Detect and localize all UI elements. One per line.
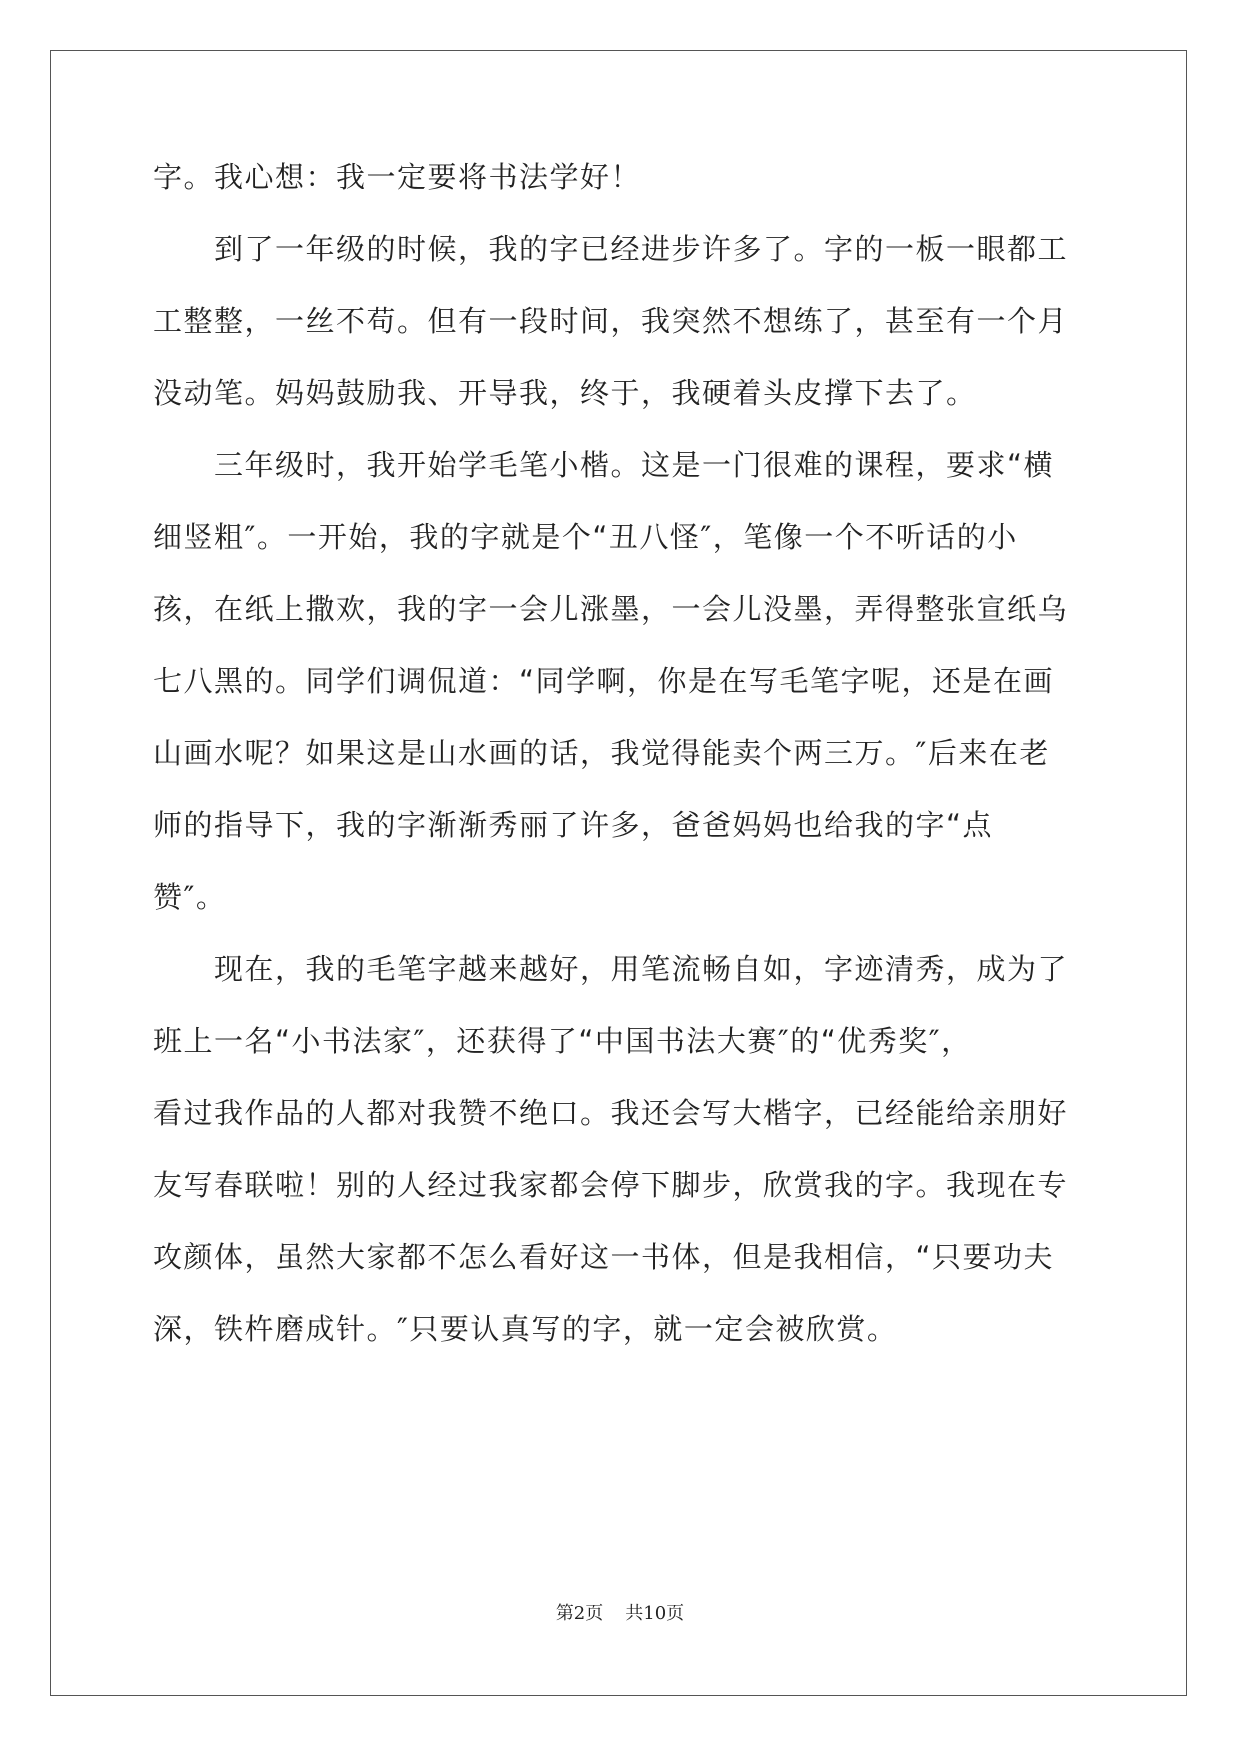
text-line: 赞″。 <box>153 880 227 914</box>
text-line: 山画水呢？如果这是山水画的话，我觉得能卖个两三万。″后来在老 <box>153 736 1050 770</box>
text-line: 看过我作品的人都对我赞不绝口。我还会写大楷字，已经能给亲朋好 <box>153 1096 1069 1130</box>
text-line: 工整整，一丝不苟。但有一段时间，我突然不想练了，甚至有一个月 <box>153 304 1069 338</box>
page-total: 共10页 <box>625 1603 685 1624</box>
page-number: 第2页 <box>555 1603 604 1624</box>
text-line: 字。我心想：我一定要将书法学好！ <box>153 160 642 194</box>
text-line: 班上一名“小书法家″，还获得了“中国书法大赛″的“优秀奖″， <box>153 1024 972 1058</box>
text-line: 三年级时，我开始学毛笔小楷。这是一门很难的课程，要求“横 <box>153 448 1055 482</box>
text-line: 友写春联啦！别的人经过我家都会停下脚步，欣赏我的字。我现在专 <box>153 1168 1069 1202</box>
text-line: 深，铁杵磨成针。″只要认真写的字，就一定会被欣赏。 <box>153 1312 898 1346</box>
text-line: 现在，我的毛笔字越来越好，用笔流畅自如，字迹清秀，成为了 <box>153 952 1069 986</box>
text-line: 孩，在纸上撒欢，我的字一会儿涨墨，一会儿没墨，弄得整张宣纸乌 <box>153 592 1069 626</box>
text-line: 没动笔。妈妈鼓励我、开导我，终于，我硬着头皮撑下去了。 <box>153 376 977 410</box>
text-line: 师的指导下，我的字渐渐秀丽了许多，爸爸妈妈也给我的字“点 <box>153 808 994 842</box>
text-line: 到了一年级的时候，我的字已经进步许多了。字的一板一眼都工 <box>153 232 1069 266</box>
page-border <box>50 50 1187 1696</box>
text-line: 七八黑的。同学们调侃道：“同学啊，你是在写毛笔字呢，还是在画 <box>153 664 1055 698</box>
page-footer <box>0 1602 1240 1626</box>
text-line: 细竖粗″。一开始，我的字就是个“丑八怪″，笔像一个不听话的小 <box>153 520 1018 554</box>
text-line: 攻颜体，虽然大家都不怎么看好这一书体，但是我相信，“只要功夫 <box>153 1240 1055 1274</box>
